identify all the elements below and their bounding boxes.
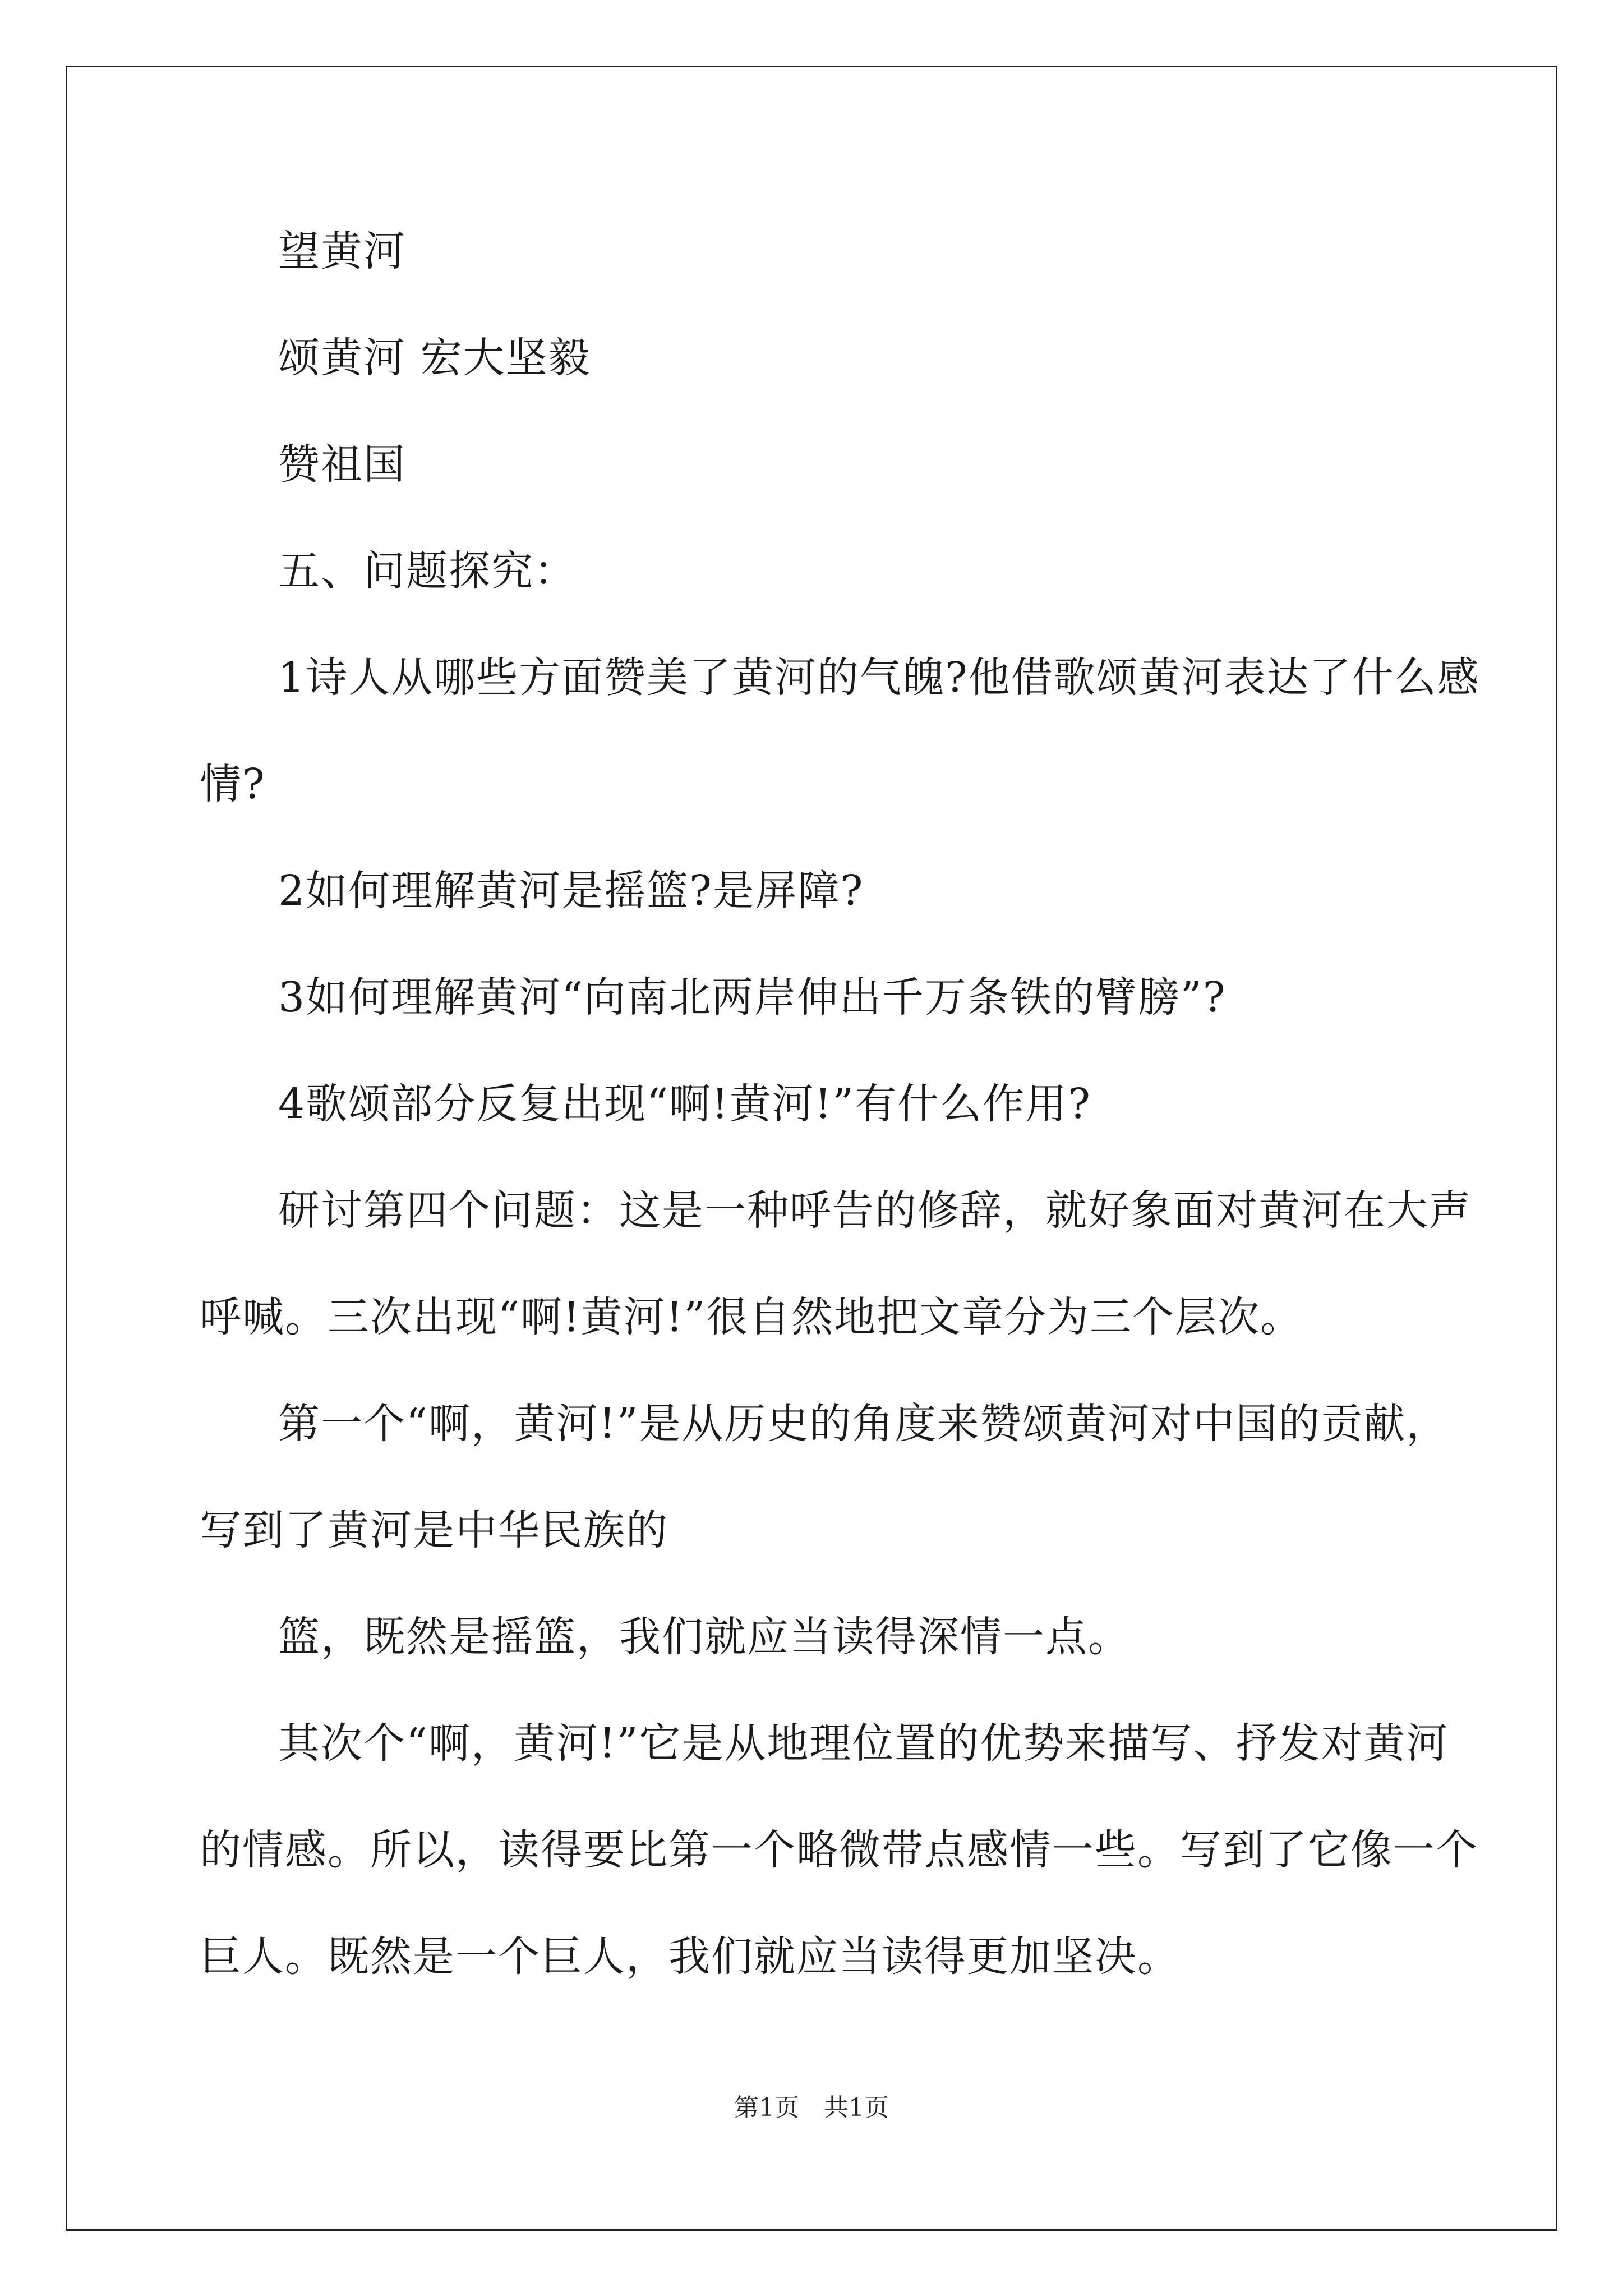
page-border xyxy=(66,66,1557,2231)
text-line: 写到了黄河是中华民族的 xyxy=(200,1506,668,1554)
page-footer: 第1页 共1页 xyxy=(734,2093,889,2122)
text-line: 呼喊。三次出现“啊!黄河!”很自然地把文章分为三个层次。 xyxy=(200,1293,1303,1341)
section-heading: 五、问题探究： xyxy=(278,547,577,595)
text-line: 巨人。既然是一个巨人，我们就应当读得更加坚决。 xyxy=(200,1932,1180,1981)
discussion-paragraph: 研讨第四个问题：这是一种呼告的修辞，就好象面对黄河在大声 xyxy=(278,1186,1472,1235)
text-line: 篮，既然是摇篮，我们就应当读得深情一点。 xyxy=(278,1613,1131,1661)
text-line: 的情感。所以，读得要比第一个略微带点感情一些。写到了它像一个 xyxy=(200,1826,1478,1874)
text-line: 望黄河 xyxy=(278,227,406,275)
question-2: 2如何理解黄河是摇篮?是屏障? xyxy=(278,867,864,915)
first-section-paragraph: 第一个“啊，黄河!”是从历史的角度来赞颂黄河对中国的贡献， xyxy=(278,1400,1449,1448)
text-line: 情? xyxy=(200,760,266,808)
question-3: 3如何理解黄河“向南北两岸伸出千万条铁的臂膀”? xyxy=(278,973,1227,1022)
text-line: 颂黄河 宏大坚毅 xyxy=(278,334,591,382)
question-4: 4歌颂部分反复出现“啊!黄河!”有什么作用? xyxy=(278,1080,1091,1128)
question-1: 1诗人从哪些方面赞美了黄河的气魄?他借歌颂黄河表达了什么感 xyxy=(278,654,1480,702)
second-section-paragraph: 其次个“啊，黄河!”它是从地理位置的优势来描写、抒发对黄河 xyxy=(278,1719,1449,1768)
text-line: 赞祖国 xyxy=(278,440,406,489)
